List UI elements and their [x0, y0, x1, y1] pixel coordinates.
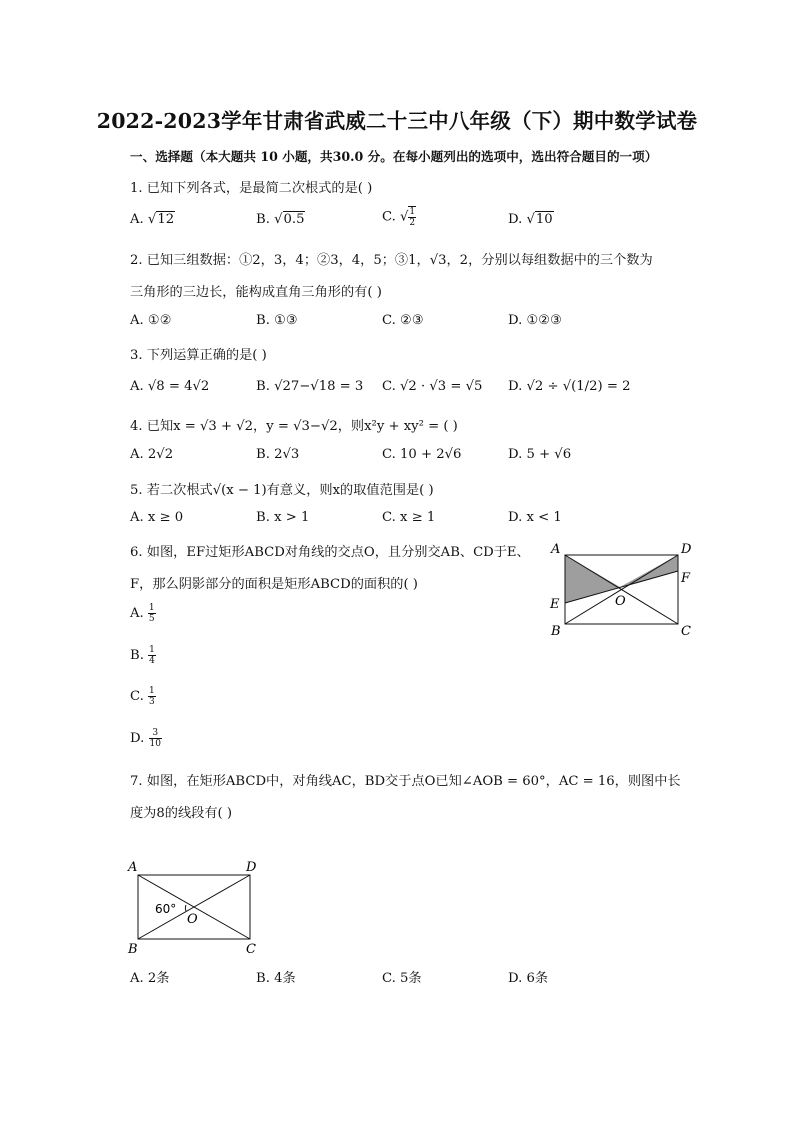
- q2-option-d[interactable]: D. ①②③: [508, 313, 562, 328]
- q6-option-c[interactable]: [130, 686, 156, 707]
- fraction: $\frac{1}{4}$: [149, 645, 155, 666]
- question-6-line-2: F，那么阴影部分的面积是矩形ABCD的面积的( ): [130, 577, 418, 592]
- label-b: B: [551, 624, 561, 639]
- q5-option-a[interactable]: A. x ≥ 0: [130, 510, 184, 525]
- label-f: F: [681, 571, 691, 586]
- question-4-stem: 4. 已知x = √3 + √2，y = √3−√2，则x²y + xy² = ( ): [130, 419, 458, 434]
- q5-option-d[interactable]: D. x < 1: [508, 510, 562, 525]
- q6-option-b[interactable]: [130, 645, 156, 666]
- q2-option-b[interactable]: B. ①③: [256, 313, 298, 328]
- option-letter: A.: [130, 606, 144, 621]
- option-letter: B.: [256, 212, 270, 227]
- option-letter: A.: [130, 212, 144, 227]
- option-letter: C.: [130, 689, 144, 704]
- q1-option-d[interactable]: [508, 212, 554, 227]
- label-o: O: [187, 912, 198, 927]
- label-c: C: [246, 942, 256, 957]
- question-5-stem: 5. 若二次根式√(x − 1)有意义，则x的取值范围是( ): [130, 483, 434, 498]
- sqrt-expression: √0.5: [274, 212, 305, 227]
- q2-option-c[interactable]: C. ②③: [382, 313, 424, 328]
- label-a: A: [128, 860, 138, 875]
- section-heading: 一、选择题（本大题共 10 小题，共30.0 分。在每小题列出的选项中，选出符合题目的一项）: [130, 149, 658, 164]
- label-a: A: [551, 542, 561, 557]
- label-e: E: [550, 597, 560, 612]
- question-3-stem: 3. 下列运算正确的是( ): [130, 348, 267, 363]
- q4-option-d[interactable]: D. 5 + √6: [508, 447, 572, 462]
- q1-option-b[interactable]: [256, 212, 305, 227]
- q4-option-b[interactable]: B. 2√3: [256, 447, 300, 462]
- label-c: C: [681, 624, 691, 639]
- q1-option-c[interactable]: [382, 206, 416, 228]
- sqrt-expression: √10: [526, 212, 553, 227]
- angle-arc: [185, 905, 186, 911]
- q4-option-c[interactable]: C. 10 + 2√6: [382, 447, 462, 462]
- q3-option-a[interactable]: A. √8 = 4√2: [130, 379, 210, 394]
- q6-option-a[interactable]: [130, 603, 156, 624]
- question-1-stem: 1. 已知下列各式，是最简二次根式的是( ): [130, 181, 373, 196]
- label-d: D: [681, 542, 692, 557]
- q3-option-b[interactable]: B. √27−√18 = 3: [256, 379, 364, 394]
- q3-option-d[interactable]: D. √2 ÷ √(1/2) = 2: [508, 379, 631, 394]
- option-letter: B.: [130, 648, 144, 663]
- fraction: $\frac{1}{5}$: [148, 603, 155, 624]
- label-b: B: [128, 942, 138, 957]
- question-6-line-1: 6. 如图，EF过矩形ABCD对角线的交点O，且分别交AB、CD于E、: [130, 545, 530, 560]
- q3-option-c[interactable]: C. √2 · √3 = √5: [382, 379, 483, 394]
- question-7-line-1: 7. 如图，在矩形ABCD中，对角线AC，BD交于点O已知∠AOB = 60°，AC = 16，则图中长: [130, 774, 681, 789]
- q5-option-b[interactable]: B. x > 1: [256, 510, 310, 525]
- option-letter: C.: [382, 209, 396, 225]
- question-2-line-1: 2. 已知三组数据：①2，3，4；②3，4，5；③1，√3，2，分别以每组数据中的三个数为: [130, 253, 653, 268]
- rectangle-diagonals-figure: [120, 855, 270, 960]
- q6-option-d[interactable]: [130, 728, 162, 749]
- label-d: D: [246, 860, 257, 875]
- sqrt-expression: √ $\frac{1}{2}$: [400, 207, 416, 228]
- question-2-line-2: 三角形的三边长，能构成直角三角形的有( ): [130, 285, 382, 300]
- fraction: $\frac{3}{10}$: [149, 728, 161, 749]
- sqrt-expression: √12: [147, 212, 175, 227]
- q1-option-a[interactable]: [130, 212, 175, 227]
- q5-option-c[interactable]: C. x ≥ 1: [382, 510, 436, 525]
- q7-option-c[interactable]: C. 5条: [382, 971, 422, 986]
- option-letter: D.: [130, 731, 145, 746]
- label-o: O: [615, 594, 626, 609]
- angle-label: 60°: [155, 902, 177, 916]
- rectangle-efo-figure: [545, 540, 705, 640]
- question-7-line-2: 度为8的线段有( ): [130, 806, 232, 821]
- q4-option-a[interactable]: A. 2√2: [130, 447, 174, 462]
- q7-option-a[interactable]: A. 2条: [130, 971, 170, 986]
- fraction: $\frac{1}{3}$: [149, 686, 155, 707]
- option-letter: D.: [508, 212, 523, 227]
- q2-option-a[interactable]: A. ①②: [130, 313, 172, 328]
- page-title: 2022-2023学年甘肃省武威二十三中八年级（下）期中数学试卷: [96, 109, 698, 133]
- q7-option-b[interactable]: B. 4条: [256, 971, 296, 986]
- q7-option-d[interactable]: D. 6条: [508, 971, 549, 986]
